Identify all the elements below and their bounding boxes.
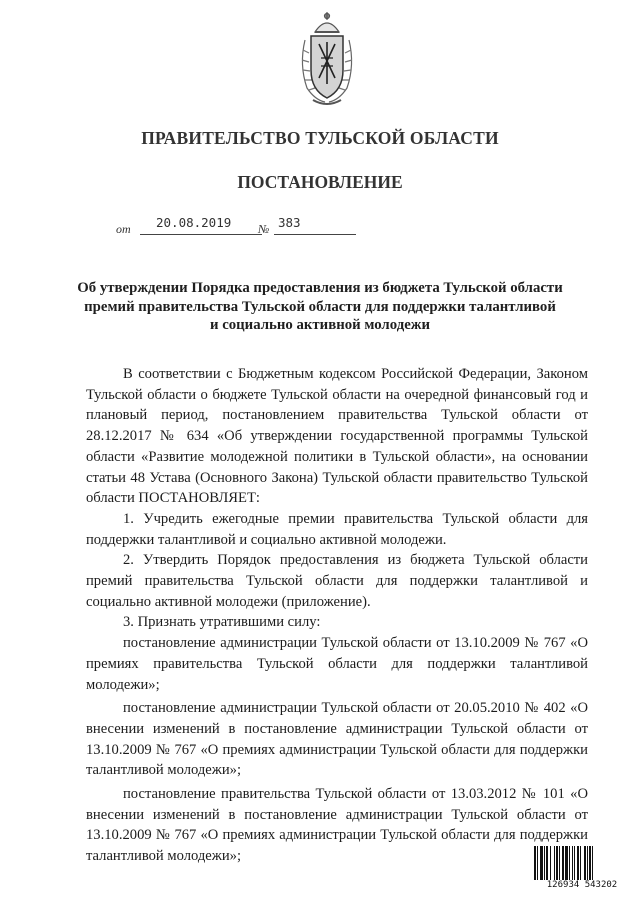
- barcode-bar: [565, 846, 568, 880]
- clause-3: 3. Признать утратившими силу:: [123, 614, 321, 631]
- barcode-bar: [574, 846, 575, 880]
- number-field: [274, 214, 356, 235]
- registration-line: [116, 214, 376, 238]
- barcode-bar: [580, 846, 581, 880]
- barcode-bar: [540, 846, 543, 880]
- number-value: 383: [278, 215, 301, 230]
- preamble-paragraph: В соответствии с Бюджетным кодексом Российской Федерации, Законом Тульской области о бюджете Тульской области на очередной финансовый год и плановый период, постановлением правительства Тульской области от 28.12.2017 № 634 «Об утверждении государственной программы Тульской области «Развитие молодежной политики в Тульской области», на основании статьи 48 Устава (Основного Закона) Тульской области правительство Тульской области ПОСТАНОВЛЯЕТ:: [86, 366, 588, 507]
- document-type: ПОСТАНОВЛЕНИЕ: [237, 172, 403, 192]
- barcode-bar: [554, 846, 555, 880]
- barcode-bar: [577, 846, 579, 880]
- barcode-bar: [592, 846, 593, 880]
- barcode-number: 126934 543202: [532, 880, 632, 891]
- coat-of-arms-icon: [297, 10, 357, 112]
- barcode-bar: [572, 846, 573, 880]
- barcode-bar: [556, 846, 558, 880]
- repealed-act-3: постановление правительства Тульской области от 13.03.2012 № 101 «О внесении изменений в постановление администрации Тульской области от 13.10.2009 № 767 «О премиях администрации Тульской области для поддержки талантливой молодежи»;: [86, 786, 588, 865]
- clause-1: 1. Учредить ежегодные премии правительства Тульской области для поддержки талантливой и социально активной молодежи.: [86, 510, 588, 548]
- barcode-bar: [562, 846, 564, 880]
- resolution-body: [86, 364, 588, 867]
- barcode-bar: [550, 846, 551, 880]
- title-line: Об утверждении Порядка предоставления из бюджета Тульской области: [77, 280, 563, 296]
- clause-2: 2. Утвердить Порядок предоставления из бюджета Тульской области премий правительства Тульской области для поддержки талантливой и социально активной молодежи (приложение).: [86, 552, 588, 610]
- repealed-act-2: постановление администрации Тульской области от 20.05.2010 № 402 «О внесении изменений в постановление администрации Тульской области от 13.10.2009 № 767 «О премиях администрации Тульской области для поддержки талантливой молодежи»;: [86, 700, 588, 779]
- barcode-bar: [546, 846, 548, 880]
- date-label: от: [116, 222, 131, 236]
- title-line: и социально активной молодежи: [209, 317, 431, 333]
- barcode-bar: [534, 846, 536, 880]
- barcode-bar: [569, 846, 570, 880]
- number-label: №: [258, 222, 270, 236]
- barcode-bar: [584, 846, 586, 880]
- title-line: премий правительства Тульской области для поддержки талантливой: [84, 298, 556, 315]
- organization-title: ПРАВИТЕЛЬСТВО ТУЛЬСКОЙ ОБЛАСТИ: [141, 128, 499, 148]
- repealed-act-1: постановление администрации Тульской области от 13.10.2009 № 767 «О премиях правительства Тульской области для поддержки талантливой молодежи»;: [86, 635, 588, 693]
- barcode-bar: [559, 846, 560, 880]
- date-value: 20.08.2019: [156, 215, 232, 230]
- barcode-bar: [587, 846, 588, 880]
- date-field: [140, 214, 262, 235]
- barcode-bar: [589, 846, 591, 880]
- barcode-bar: [537, 846, 538, 880]
- barcode-bar: [544, 846, 545, 880]
- resolution-title: [70, 279, 570, 335]
